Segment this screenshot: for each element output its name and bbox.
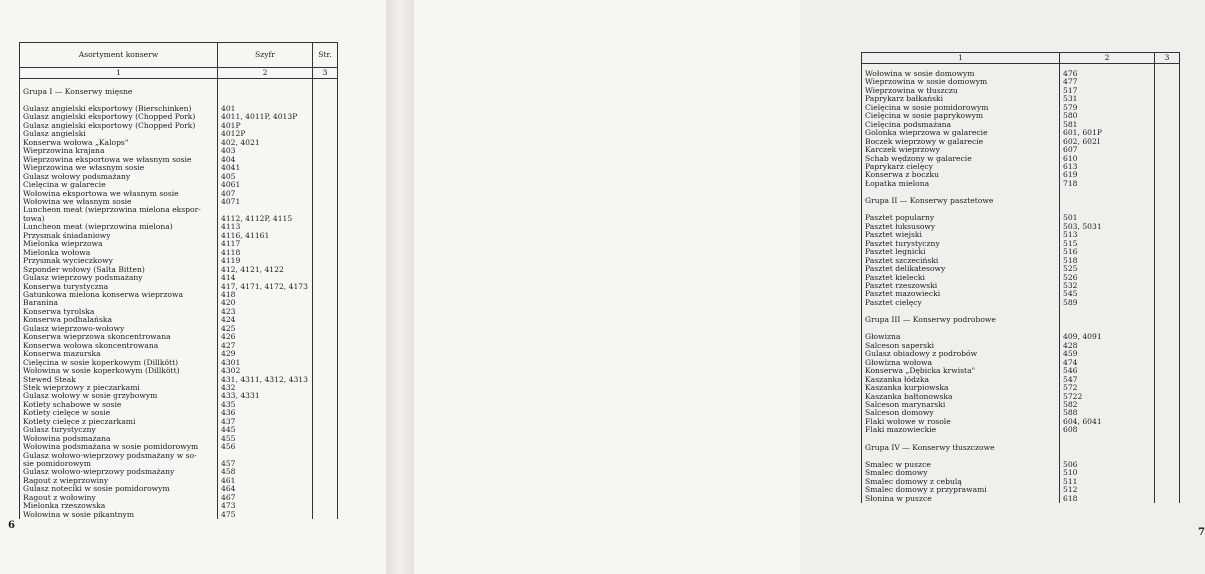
product-code: 610 [1060, 155, 1155, 163]
product-name: Pasztet popularny [862, 214, 1060, 222]
product-code: 431, 4311, 4312, 4313 [218, 376, 313, 384]
product-name: Pasztet turystyczny [862, 240, 1060, 248]
product-code: 417, 4171, 4172, 4173 [218, 283, 313, 291]
page-ref [1155, 469, 1180, 477]
product-name: Mielonka wieprzowa [20, 240, 218, 248]
product-name: Pasztet kielecki [862, 274, 1060, 282]
product-code: 437 [218, 418, 313, 426]
page-number: 6 [8, 520, 15, 531]
column-number: 3 [313, 68, 338, 79]
product-name: Przysmak wycieczkowy [20, 257, 218, 265]
page-number: 7 [1198, 527, 1205, 538]
product-name: Smalec w puszce [862, 461, 1060, 469]
product-name: Konserwa wołowa skoncentrowana [20, 342, 218, 350]
page-ref [313, 257, 338, 265]
product-name: Cielęcina podsmażana [862, 121, 1060, 129]
product-name: Gulasz wołowo-wieprzowy podsmażany w so- [20, 452, 218, 460]
product-code: 601, 601P [1060, 129, 1155, 137]
page-ref [1155, 299, 1180, 307]
page-ref [1155, 359, 1180, 367]
product-name: Pasztet delikatesowy [862, 265, 1060, 273]
page-ref [1155, 248, 1180, 256]
product-code: 512 [1060, 486, 1155, 494]
product-name: Pasztet mazowiecki [862, 290, 1060, 298]
header-page: Str. [313, 43, 338, 68]
column-number: 1 [862, 53, 1060, 64]
product-name: Wieprzowina w tłuszczu [862, 87, 1060, 95]
table-row [862, 180, 1180, 188]
product-name: towa) [20, 215, 218, 223]
product-name: Flaki mazowieckie [862, 426, 1060, 434]
product-code: 435 [218, 401, 313, 409]
page-ref [1155, 163, 1180, 171]
product-code: 423 [218, 308, 313, 316]
column-number: 3 [1155, 53, 1180, 64]
product-name: Pasztet rzeszowski [862, 282, 1060, 290]
page-ref [313, 511, 338, 519]
page-ref [1155, 87, 1180, 95]
product-code: 503, 5031 [1060, 223, 1155, 231]
product-name: Kaszanka bałtonowska [862, 393, 1060, 401]
product-name: Pasztet szczeciński [862, 257, 1060, 265]
page-ref [313, 359, 338, 367]
product-code: 618 [1060, 495, 1155, 503]
product-code: 455 [218, 435, 313, 443]
product-name: Gulasz wieprzowy podsmażany [20, 274, 218, 282]
product-code: 432 [218, 384, 313, 392]
product-code: 401 [218, 105, 313, 113]
product-code: 526 [1060, 274, 1155, 282]
page-ref [1155, 333, 1180, 341]
page-ref [313, 308, 338, 316]
page-ref [313, 477, 338, 485]
page-ref [313, 384, 338, 392]
product-code: 475 [218, 511, 313, 519]
product-code: 418 [218, 291, 313, 299]
product-name: Konserwa wołowa „Kalops" [20, 139, 218, 147]
page-ref [1155, 78, 1180, 86]
product-code: 4061 [218, 181, 313, 189]
product-name: Karczek wieprzowy [862, 146, 1060, 154]
product-code: 525 [1060, 265, 1155, 273]
page-ref [1155, 376, 1180, 384]
product-name: sie pomidorowym [20, 460, 218, 468]
product-name: Kotlety cielęce z pieczarkami [20, 418, 218, 426]
product-name: Gulasz noteciki w sosie pomidorowym [20, 485, 218, 493]
page-ref [313, 401, 338, 409]
page-ref [313, 350, 338, 358]
product-code: 405 [218, 173, 313, 181]
product-code: 4118 [218, 249, 313, 257]
product-name: Ragout z wieprzowiny [20, 477, 218, 485]
product-code: 547 [1060, 376, 1155, 384]
product-name: Salceson saperski [862, 342, 1060, 350]
page-ref [1155, 342, 1180, 350]
page-ref [1155, 146, 1180, 154]
product-code: 4041 [218, 164, 313, 172]
product-code: 429 [218, 350, 313, 358]
page-ref [1155, 367, 1180, 375]
page-ref [313, 240, 338, 248]
header-code: Szyfr [218, 43, 313, 68]
product-code: 412, 4121, 4122 [218, 266, 313, 274]
table-row [20, 291, 338, 299]
product-code: 428 [1060, 342, 1155, 350]
product-name: Cielęcina w sosie paprykowym [862, 112, 1060, 120]
page-ref [1155, 104, 1180, 112]
product-name: Wieprzowina we własnym sosie [20, 164, 218, 172]
product-name: Paprykarz cielęcy [862, 163, 1060, 171]
product-name: Pasztet wiejski [862, 231, 1060, 239]
product-name: Flaki wołowe w rosole [862, 418, 1060, 426]
page-ref [313, 139, 338, 147]
product-name: Gulasz angielski eksportowy (Chopped Pork) [20, 122, 218, 130]
page-ref [1155, 409, 1180, 417]
product-name: Gulasz angielski eksportowy (Chopped Pork) [20, 113, 218, 121]
page-ref [1155, 393, 1180, 401]
page-ref [1155, 461, 1180, 469]
product-code: 516 [1060, 248, 1155, 256]
product-name: Konserwa podhalańska [20, 316, 218, 324]
product-name: Kaszanka łódzka [862, 376, 1060, 384]
product-name: Gatunkowa mielona konserwa wieprzowa [20, 291, 218, 299]
product-name: Konserwa wieprzowa skoncentrowana [20, 333, 218, 341]
product-name: Konserwa „Dębicka krwista" [862, 367, 1060, 375]
page-ref [313, 316, 338, 324]
product-name: Wołowina w sosie pikantnym [20, 511, 218, 519]
product-code: 476 [1060, 70, 1155, 78]
product-code: 474 [1060, 359, 1155, 367]
product-code: 513 [1060, 231, 1155, 239]
product-code: 409, 4091 [1060, 333, 1155, 341]
column-number: 2 [218, 68, 313, 79]
group-heading: Grupa I — Konserwy mięsne [20, 85, 218, 99]
product-code: 581 [1060, 121, 1155, 129]
product-code: 602, 602I [1060, 138, 1155, 146]
page-ref [1155, 495, 1180, 503]
left-page [0, 0, 386, 574]
product-name: Luncheon meat (wieprzowina mielona) [20, 223, 218, 231]
page-ref [313, 291, 338, 299]
product-code: 511 [1060, 478, 1155, 486]
product-code: 4117 [218, 240, 313, 248]
page-ref [313, 198, 338, 206]
page-ref [313, 147, 338, 155]
product-code: 4112, 4112P, 4115 [218, 215, 313, 223]
product-name: Salceson marynarski [862, 401, 1060, 409]
product-code: 461 [218, 477, 313, 485]
page-ref [313, 376, 338, 384]
product-code: 403 [218, 147, 313, 155]
left-catalog-table [19, 42, 338, 519]
page-ref [313, 113, 338, 121]
product-name: Wołowina eksportowa we własnym sosie [20, 190, 218, 198]
page-ref [313, 443, 338, 451]
product-code: 582 [1060, 401, 1155, 409]
page-ref [1155, 121, 1180, 129]
table-row [862, 495, 1180, 503]
product-name: Przysmak śniadaniowy [20, 232, 218, 240]
product-code: 588 [1060, 409, 1155, 417]
page-ref [1155, 282, 1180, 290]
group-heading: Grupa IV — Konserwy tłuszczowe [862, 441, 1060, 455]
product-name: Głowizna wołowa [862, 359, 1060, 367]
product-name: Konserwa turystyczna [20, 283, 218, 291]
page-ref [313, 409, 338, 417]
page-ref [313, 206, 338, 214]
product-name: Wołowina w sosie domowym [862, 70, 1060, 78]
product-name: Wieprzowina w sosie domowym [862, 78, 1060, 86]
product-code: 473 [218, 502, 313, 510]
product-name: Kotlety cielęce w sosie [20, 409, 218, 417]
product-code: 607 [1060, 146, 1155, 154]
page-ref [313, 342, 338, 350]
product-code: 572 [1060, 384, 1155, 392]
page-ref [313, 173, 338, 181]
product-code: 467 [218, 494, 313, 502]
book-gutter [386, 0, 414, 574]
product-code: 531 [1060, 95, 1155, 103]
page-ref [313, 122, 338, 130]
product-code: 4301 [218, 359, 313, 367]
product-code: 580 [1060, 112, 1155, 120]
product-name: Wołowina podsmażana [20, 435, 218, 443]
page-ref [1155, 426, 1180, 434]
product-name: Stewed Steak [20, 376, 218, 384]
page-ref [1155, 223, 1180, 231]
page-ref [313, 418, 338, 426]
product-code: 579 [1060, 104, 1155, 112]
page-ref [313, 223, 338, 231]
product-code: 613 [1060, 163, 1155, 171]
page-ref [313, 460, 338, 468]
page-ref [1155, 180, 1180, 188]
product-code: 427 [218, 342, 313, 350]
page-ref [313, 156, 338, 164]
product-name: Łopatka mielona [862, 180, 1060, 188]
page-ref [313, 426, 338, 434]
column-number: 1 [20, 68, 218, 79]
product-code: 404 [218, 156, 313, 164]
product-code: 546 [1060, 367, 1155, 375]
product-code: 619 [1060, 171, 1155, 179]
page-ref [1155, 418, 1180, 426]
page-ref [1155, 274, 1180, 282]
product-name: Wołowina w sosie koperkowym (Dillkött) [20, 367, 218, 375]
product-name: Cielęcina w sosie pomidorowym [862, 104, 1060, 112]
product-code: 518 [1060, 257, 1155, 265]
product-name: Pasztet łuksusowy [862, 223, 1060, 231]
product-code: 433, 4331 [218, 392, 313, 400]
product-name: Konserwa z boczku [862, 171, 1060, 179]
page-ref [1155, 155, 1180, 163]
page-ref [1155, 138, 1180, 146]
product-code: 459 [1060, 350, 1155, 358]
product-name: Wieprzowina krajana [20, 147, 218, 155]
product-name: Paprykarz bałkański [862, 95, 1060, 103]
page-ref [313, 502, 338, 510]
page-ref [313, 190, 338, 198]
right-catalog-table [861, 52, 1180, 503]
page-ref [1155, 401, 1180, 409]
product-name: Smalec domowy z przyprawami [862, 486, 1060, 494]
page-ref [1155, 257, 1180, 265]
product-name: Konserwa tyrolska [20, 308, 218, 316]
product-name: Słonina w puszce [862, 495, 1060, 503]
product-code: 420 [218, 299, 313, 307]
page-ref [1155, 129, 1180, 137]
product-code: 545 [1060, 290, 1155, 298]
product-code: 4116, 41161 [218, 232, 313, 240]
product-name: Salceson domowy [862, 409, 1060, 417]
page-ref [313, 367, 338, 375]
product-name: Stek wieprzowy z pieczarkami [20, 384, 218, 392]
page-ref [1155, 112, 1180, 120]
page-ref [1155, 265, 1180, 273]
page-ref [1155, 171, 1180, 179]
product-code: 5722 [1060, 393, 1155, 401]
product-code: 532 [1060, 282, 1155, 290]
page-ref [1155, 486, 1180, 494]
product-name: Smalec domowy z cebulą [862, 478, 1060, 486]
product-code: 501 [1060, 214, 1155, 222]
column-number: 2 [1060, 53, 1155, 64]
product-name: Szponder wołowy (Salta Bitten) [20, 266, 218, 274]
page-ref [313, 164, 338, 172]
page-ref [313, 283, 338, 291]
header-assortment: Asortyment konserw [20, 43, 218, 68]
page-ref [313, 232, 338, 240]
product-code: 4071 [218, 198, 313, 206]
page-ref [313, 130, 338, 138]
product-code: 510 [1060, 469, 1155, 477]
product-name: Wołowina podsmażana w sosie pomidorowym [20, 443, 218, 451]
product-name: Gulasz wołowy podsmażany [20, 173, 218, 181]
product-code: 718 [1060, 180, 1155, 188]
page-ref [313, 468, 338, 476]
product-name: Gulasz wieprzowo-wołowy [20, 325, 218, 333]
product-code: 4119 [218, 257, 313, 265]
table-row [862, 299, 1180, 307]
page-ref [1155, 231, 1180, 239]
page-ref [313, 392, 338, 400]
product-code: 402, 4021 [218, 139, 313, 147]
page-ref [1155, 478, 1180, 486]
product-code: 436 [218, 409, 313, 417]
product-name: Gulasz obiadowy z podrobów [862, 350, 1060, 358]
product-name: Wołowina we własnym sosie [20, 198, 218, 206]
page-ref [313, 494, 338, 502]
page-ref [313, 485, 338, 493]
product-code: 477 [1060, 78, 1155, 86]
product-code: 456 [218, 443, 313, 451]
product-name: Cielęcina w sosie koperkowym (Dillkött) [20, 359, 218, 367]
product-code: 457 [218, 460, 313, 468]
product-name: Boczek wieprzowy w galarecie [862, 138, 1060, 146]
page-ref [313, 333, 338, 341]
product-code: 604, 6041 [1060, 418, 1155, 426]
page-ref [1155, 384, 1180, 392]
product-code: 426 [218, 333, 313, 341]
product-code: 515 [1060, 240, 1155, 248]
product-code: 464 [218, 485, 313, 493]
product-code: 517 [1060, 87, 1155, 95]
product-name: Mielonka wołowa [20, 249, 218, 257]
page-ref [1155, 290, 1180, 298]
product-code: 407 [218, 190, 313, 198]
table-row [20, 511, 338, 519]
group-heading: Grupa II — Konserwy pasztetowe [862, 194, 1060, 208]
product-name: Luncheon meat (wieprzowina mielona ekspor- [20, 206, 218, 214]
page-ref [313, 181, 338, 189]
product-code: 401P [218, 122, 313, 130]
product-code: 414 [218, 274, 313, 282]
product-name: Kaszanka kurpiowska [862, 384, 1060, 392]
product-name: Konserwa mazurska [20, 350, 218, 358]
product-name: Cielęcina w galarecie [20, 181, 218, 189]
product-name: Smalec domowy [862, 469, 1060, 477]
product-name: Baranina [20, 299, 218, 307]
table-row [862, 426, 1180, 434]
product-code: 608 [1060, 426, 1155, 434]
product-code: 445 [218, 426, 313, 434]
page-ref [1155, 95, 1180, 103]
product-name: Gulasz wołowy w sosie grzybowym [20, 392, 218, 400]
page-ref [1155, 214, 1180, 222]
product-code: 4302 [218, 367, 313, 375]
product-code: 4113 [218, 223, 313, 231]
product-name: Głowizna [862, 333, 1060, 341]
product-name: Mielonka rzeszowska [20, 502, 218, 510]
right-page [414, 0, 1205, 574]
product-code: 425 [218, 325, 313, 333]
product-code: 4012P [218, 130, 313, 138]
page-ref [313, 452, 338, 460]
page-ref [1155, 240, 1180, 248]
product-name: Pasztet legnicki [862, 248, 1060, 256]
product-name: Golonka wieprzowa w galarecie [862, 129, 1060, 137]
group-heading: Grupa III — Konserwy podrobowe [862, 313, 1060, 327]
page-ref [1155, 70, 1180, 78]
product-name: Schab wędzony w galarecie [862, 155, 1060, 163]
product-name: Pasztet cielęcy [862, 299, 1060, 307]
product-code: 424 [218, 316, 313, 324]
page-ref [1155, 350, 1180, 358]
page-ref [313, 325, 338, 333]
product-code: 458 [218, 468, 313, 476]
product-name: Ragout z wołowiny [20, 494, 218, 502]
page-ref [313, 299, 338, 307]
product-name: Gulasz angielski eksportowy (Bierschinken) [20, 105, 218, 113]
page-ref [313, 266, 338, 274]
page-ref [313, 274, 338, 282]
product-name: Gulasz angielski [20, 130, 218, 138]
product-name: Gulasz wołowo-wieprzowy podsmażany [20, 468, 218, 476]
product-code: 589 [1060, 299, 1155, 307]
page-ref [313, 105, 338, 113]
product-name: Gulasz turystyczny [20, 426, 218, 434]
product-name: Kotlety schabowe w sosie [20, 401, 218, 409]
product-code: 506 [1060, 461, 1155, 469]
product-name: Wieprzowina eksportowa we własnym sosie [20, 156, 218, 164]
page-ref [313, 215, 338, 223]
product-code: 4011, 4011P, 4013P [218, 113, 313, 121]
page-ref [313, 435, 338, 443]
page-ref [313, 249, 338, 257]
